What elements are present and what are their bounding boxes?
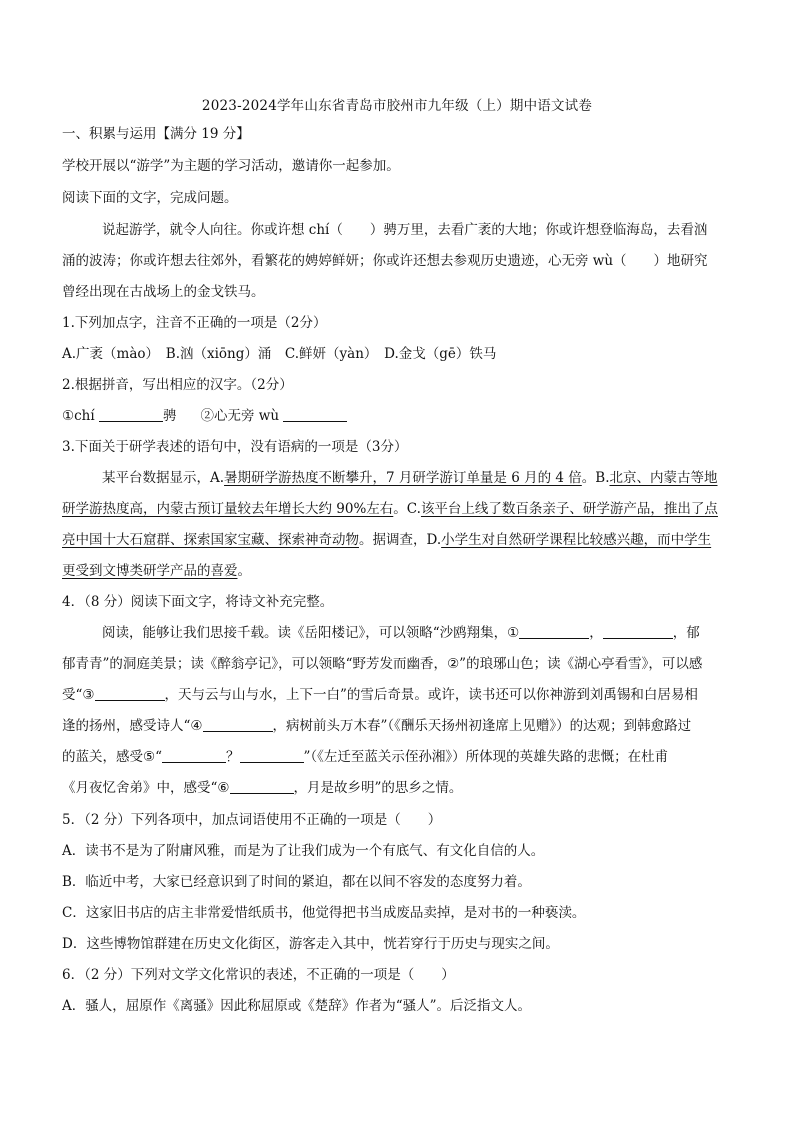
q2-item2-prefix: ②心无旁 wù (200, 408, 284, 424)
section-intro: 学校开展以“游学”为主题的学习活动，邀请你一起参加。 (62, 158, 400, 174)
q1-options: A.广袤（mào） B.汹（xiōng）涌 C.鲜妍（yàn） D.金戈（gē）铁马 (62, 346, 497, 362)
section-heading: 一、积累与运用【满分 19 分】 (62, 126, 250, 142)
blank-number-6: ⑥ (217, 780, 230, 796)
q4-blank-4[interactable] (203, 717, 273, 732)
q4-line-4 (62, 716, 742, 736)
q5-option-a: A．读书不是为了附庸风雅，而是为了让我们成为一个有底气、有文化自信的人。 (62, 843, 545, 859)
q2-blank-2[interactable] (283, 407, 347, 422)
q3-text: 。据调查，D. (359, 532, 442, 548)
exam-title: 2023-2024学年山东省青岛市胶州市九年级（上）期中语文试卷 (201, 98, 593, 114)
q5-option-b: B．临近中考，大家已经意识到了时间的紧迫，都在以间不容发的态度努力着。 (62, 874, 531, 890)
q3-line-1 (102, 468, 782, 488)
q3-option-d-text: 更受到文博类研学产品的喜爱 (62, 563, 238, 579)
q3-option-d-text: 小学生对自然研学课程比较感兴趣，而中学生 (441, 532, 712, 548)
q3-line-2 (62, 499, 742, 519)
q3-text: 。C. (393, 501, 421, 517)
q4-line-6 (62, 778, 742, 798)
q2-items (62, 406, 742, 426)
q4-text: 受“ (62, 687, 83, 703)
q5-option-c: C．这家旧书店的店主非常爱惜纸质书，他觉得把书当成废品卖掉，是对书的一种亵渎。 (62, 905, 586, 921)
q4-text: ，病树前头万木春”（《酬乐天扬州初逢席上见赠》）的达观；到韩愈路过 (272, 718, 692, 734)
q4-text: ”（《左迁至蓝关示侄孙湘》）所体现的英雄失路的悲慨；在杜甫 (303, 749, 669, 765)
blank-number-3: ③ (82, 687, 95, 703)
q6-stem: 6．（2 分）下列对文学文化常识的表述，不正确的一项是（ ） (62, 967, 455, 983)
q4-line-5 (62, 747, 742, 767)
q4-blank-6[interactable] (230, 779, 294, 794)
passage-line-2: 涌的波涛；你或许想去往郊外，看繁花的娉婷鲜妍；你或许还想去参观历史遗迹，心无旁 wù（ ）地研究 (62, 253, 708, 269)
q4-line-3 (62, 685, 742, 705)
q4-text: ？ (226, 749, 240, 765)
q2-stem: 2.根据拼音，写出相应的汉字。（2分） (62, 377, 293, 393)
q2-item1-prefix: ①chí (62, 408, 99, 424)
q4-blank-1a[interactable] (519, 624, 589, 639)
blank-number-4: ④ (190, 718, 203, 734)
q4-text: 郁青青”的洞庭美景；读《醉翁亭记》，可以领略“野芳发而幽香， (62, 656, 448, 672)
q4-text: ， (589, 625, 603, 641)
q4-text: ，天与云与山与水，上下一白”的雪后奇景。或许，读书还可以你神游到刘禹锡和白居易相 (164, 687, 698, 703)
q4-text: ”的琅琊山色；读《湖心亭看雪》，可以感 (459, 656, 703, 672)
q3-option-b-text: 研学游热度高，内蒙古预订量较去年增长大约 90%左右 (62, 501, 394, 517)
q4-blank-3[interactable] (95, 686, 165, 701)
q3-option-a-text: 暑期研学游热度不断攀升，7 月研学游订单量是 6 月的 4 倍 (224, 470, 582, 486)
q4-text: ，郁 (672, 625, 700, 641)
q3-line-4 (62, 561, 742, 581)
q4-blank-5a[interactable] (162, 748, 226, 763)
q4-text: 逢的扬州，感受诗人“ (62, 718, 191, 734)
q1-stem: 1.下列加点字，注音不正确的一项是（2分） (62, 315, 327, 331)
q5-option-d: D．这些博物馆群建在历史文化街区，游客走入其中，恍若穿行于历史与现实之间。 (62, 936, 559, 952)
q4-stem: 4．（8 分）阅读下面文字，将诗文补充完整。 (62, 594, 334, 610)
q4-text: 《月夜忆舍弟》中，感受“ (62, 780, 218, 796)
q3-text: 。B. (581, 470, 610, 486)
q4-text: ，月是故乡明”的思乡之情。 (293, 780, 463, 796)
q6-option-a: A．骚人，屈原作《离骚》因此称屈原或《楚辞》作者为“骚人”。后泛指文人。 (62, 998, 532, 1014)
q3-option-c-text: 亮中国十大石窟群、探索国家宝藏、探索神奇动物 (62, 532, 359, 548)
q4-text: “ (155, 749, 163, 765)
q2-blank-1[interactable] (99, 407, 163, 422)
q4-text: 阅读，能够让我们思接千载。读《岳阳楼记》，可以领略“沙鸥翔集， (102, 625, 508, 641)
q3-text: 。 (237, 563, 251, 579)
reading-instruction: 阅读下面的文字，完成问题。 (62, 190, 238, 206)
q5-stem: 5．（2 分）下列各项中，加点词语使用不正确的一项是（ ） (62, 812, 442, 828)
q4-line-1 (102, 623, 782, 643)
q4-blank-5b[interactable] (240, 748, 304, 763)
blank-number-2: ② (447, 656, 460, 672)
q4-text: 的蓝关，感受 (62, 749, 143, 765)
q3-option-b-text: 北京、内蒙古等地 (609, 470, 718, 486)
q4-line-2 (62, 654, 742, 674)
passage-line-1: 说起游学，就令人向往。你或许想 chí（ ）骋万里，去看广袤的大地；你或许想登临海岛，去看汹 (102, 222, 708, 238)
q3-line-3 (62, 530, 742, 550)
q3-option-c-text: 该平台上线了数百条亲子、研学游产品，推出了点 (420, 501, 718, 517)
q3-stem: 3.下面关于研学表述的语句中，没有语病的一项是（3分） (62, 439, 408, 455)
q4-blank-1b[interactable] (603, 624, 673, 639)
q2-item1-suffix: 骋 (162, 408, 177, 424)
passage-line-3: 曾经出现在古战场上的金戈铁马。 (62, 284, 265, 300)
blank-number-1: ① (507, 625, 520, 641)
blank-number-5: ⑤ (143, 749, 156, 765)
q3-text: 某平台数据显示，A. (102, 470, 225, 486)
